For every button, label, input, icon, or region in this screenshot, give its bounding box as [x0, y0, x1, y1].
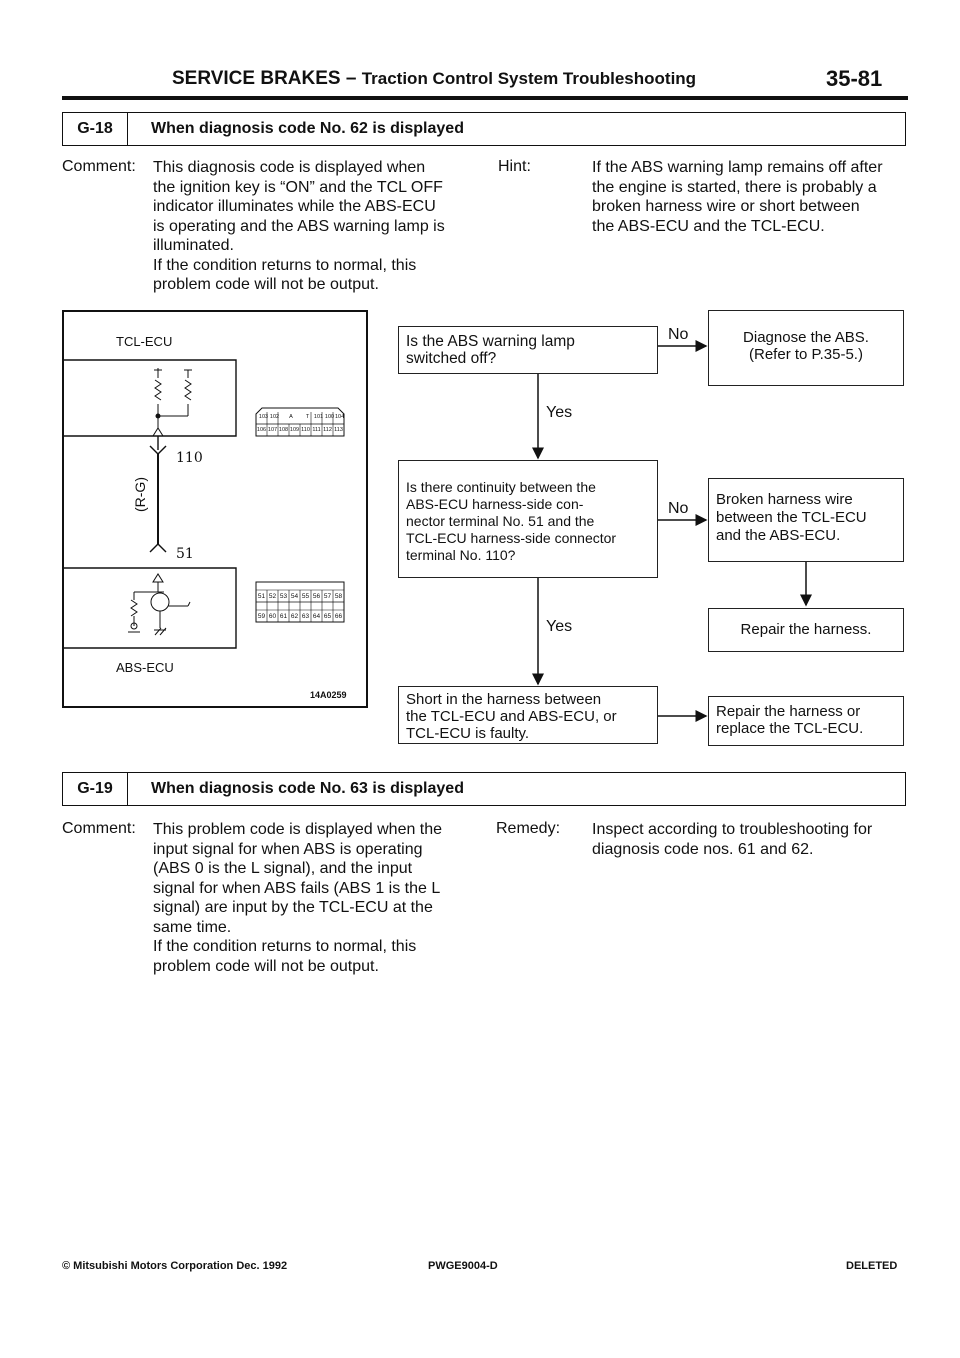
- remedy-text: Inspect according to troubleshooting for diagnosis code nos. 61 and 62.: [592, 821, 873, 858]
- terminal-51-label: 51: [176, 546, 194, 562]
- figure-id: 14A0259: [310, 690, 347, 700]
- footer-doc-code: PWGE9004-D: [428, 1260, 498, 1272]
- hint-label: Hint:: [498, 158, 531, 175]
- comment-text: This problem code is displayed when the input signal for when ABS is operating (ABS 0 is the L signal), and the input signal for when ABS fails (ABS 1 is the L signal) are input by the TCL-ECU at the same time. If the condition returns to normal, this problem code will not be output.: [153, 821, 443, 975]
- flow-result-diagnose-abs: Diagnose the ABS. (Refer to P.35-5.): [708, 310, 904, 386]
- footer-copyright: © Mitsubishi Motors Corporation Dec. 1992: [62, 1260, 288, 1272]
- page-number: 35-81: [826, 66, 883, 91]
- flow-yes-label-2: Yes: [546, 618, 573, 635]
- section-code: G-19: [63, 773, 128, 805]
- page-header-title: SERVICE BRAKES – Traction Control System Troubleshooting: [172, 68, 697, 89]
- tcl-ecu-label: TCL-ECU: [116, 334, 173, 349]
- flow-no-label-1: No: [668, 326, 689, 343]
- flow-result-short: Short in the harness between the TCL-ECU and ABS-ECU, or TCL-ECU is faulty.: [398, 686, 658, 744]
- section-header-g19: [62, 772, 906, 806]
- section-title: When diagnosis code No. 62 is displayed: [151, 120, 464, 137]
- abs-ecu-label: ABS-ECU: [116, 660, 174, 675]
- connector-bottom-row1: 51 52 53 54 55 56 57 58: [257, 593, 343, 600]
- section-title: When diagnosis code No. 63 is displayed: [151, 780, 464, 797]
- section-code: G-18: [63, 113, 128, 145]
- hint-text: If the ABS warning lamp remains off after the engine is started, there is probably a broken harness wire or short between the ABS-ECU and the TCL-ECU.: [592, 159, 883, 235]
- comment-label: Comment:: [62, 158, 136, 175]
- flow-repair-harness: Repair the harness.: [708, 608, 904, 652]
- connector-bottom-row2: 59 60 61 62 63 64 65 66: [257, 613, 343, 620]
- footer-status: DELETED: [846, 1260, 898, 1272]
- flow-result-repair-replace: Repair the harness or replace the TCL-ECU.: [708, 696, 904, 746]
- comment-text: This diagnosis code is displayed when the ignition key is “ON” and the TCL OFF indicator illuminates while the ABS-ECU is operating and the ABS warning lamp is illuminated. If the condition returns to normal, this problem code will not be output.: [153, 159, 445, 293]
- flow-question-1: Is the ABS warning lamp switched off?: [398, 326, 658, 374]
- flow-question-2: Is there continuity between the ABS-ECU harness-side con- nector terminal No. 51 and the TCL-ECU harness-side connector terminal No. 110?: [398, 460, 658, 578]
- terminal-110-label: 110: [176, 450, 203, 466]
- flow-yes-label-1: Yes: [546, 404, 573, 421]
- flow-no-label-2: No: [668, 500, 689, 517]
- connector-top-row2: 106 107 108 109 110 111 112 113: [256, 427, 343, 433]
- flow-result-broken-wire: Broken harness wire between the TCL-ECU and the ABS-ECU.: [708, 478, 904, 562]
- wire-color-label: (R-G): [132, 477, 148, 512]
- remedy-label: Remedy:: [496, 820, 561, 837]
- connector-top-row1: 103 102 A T 101 100 104: [258, 414, 345, 420]
- comment-label: Comment:: [62, 820, 136, 837]
